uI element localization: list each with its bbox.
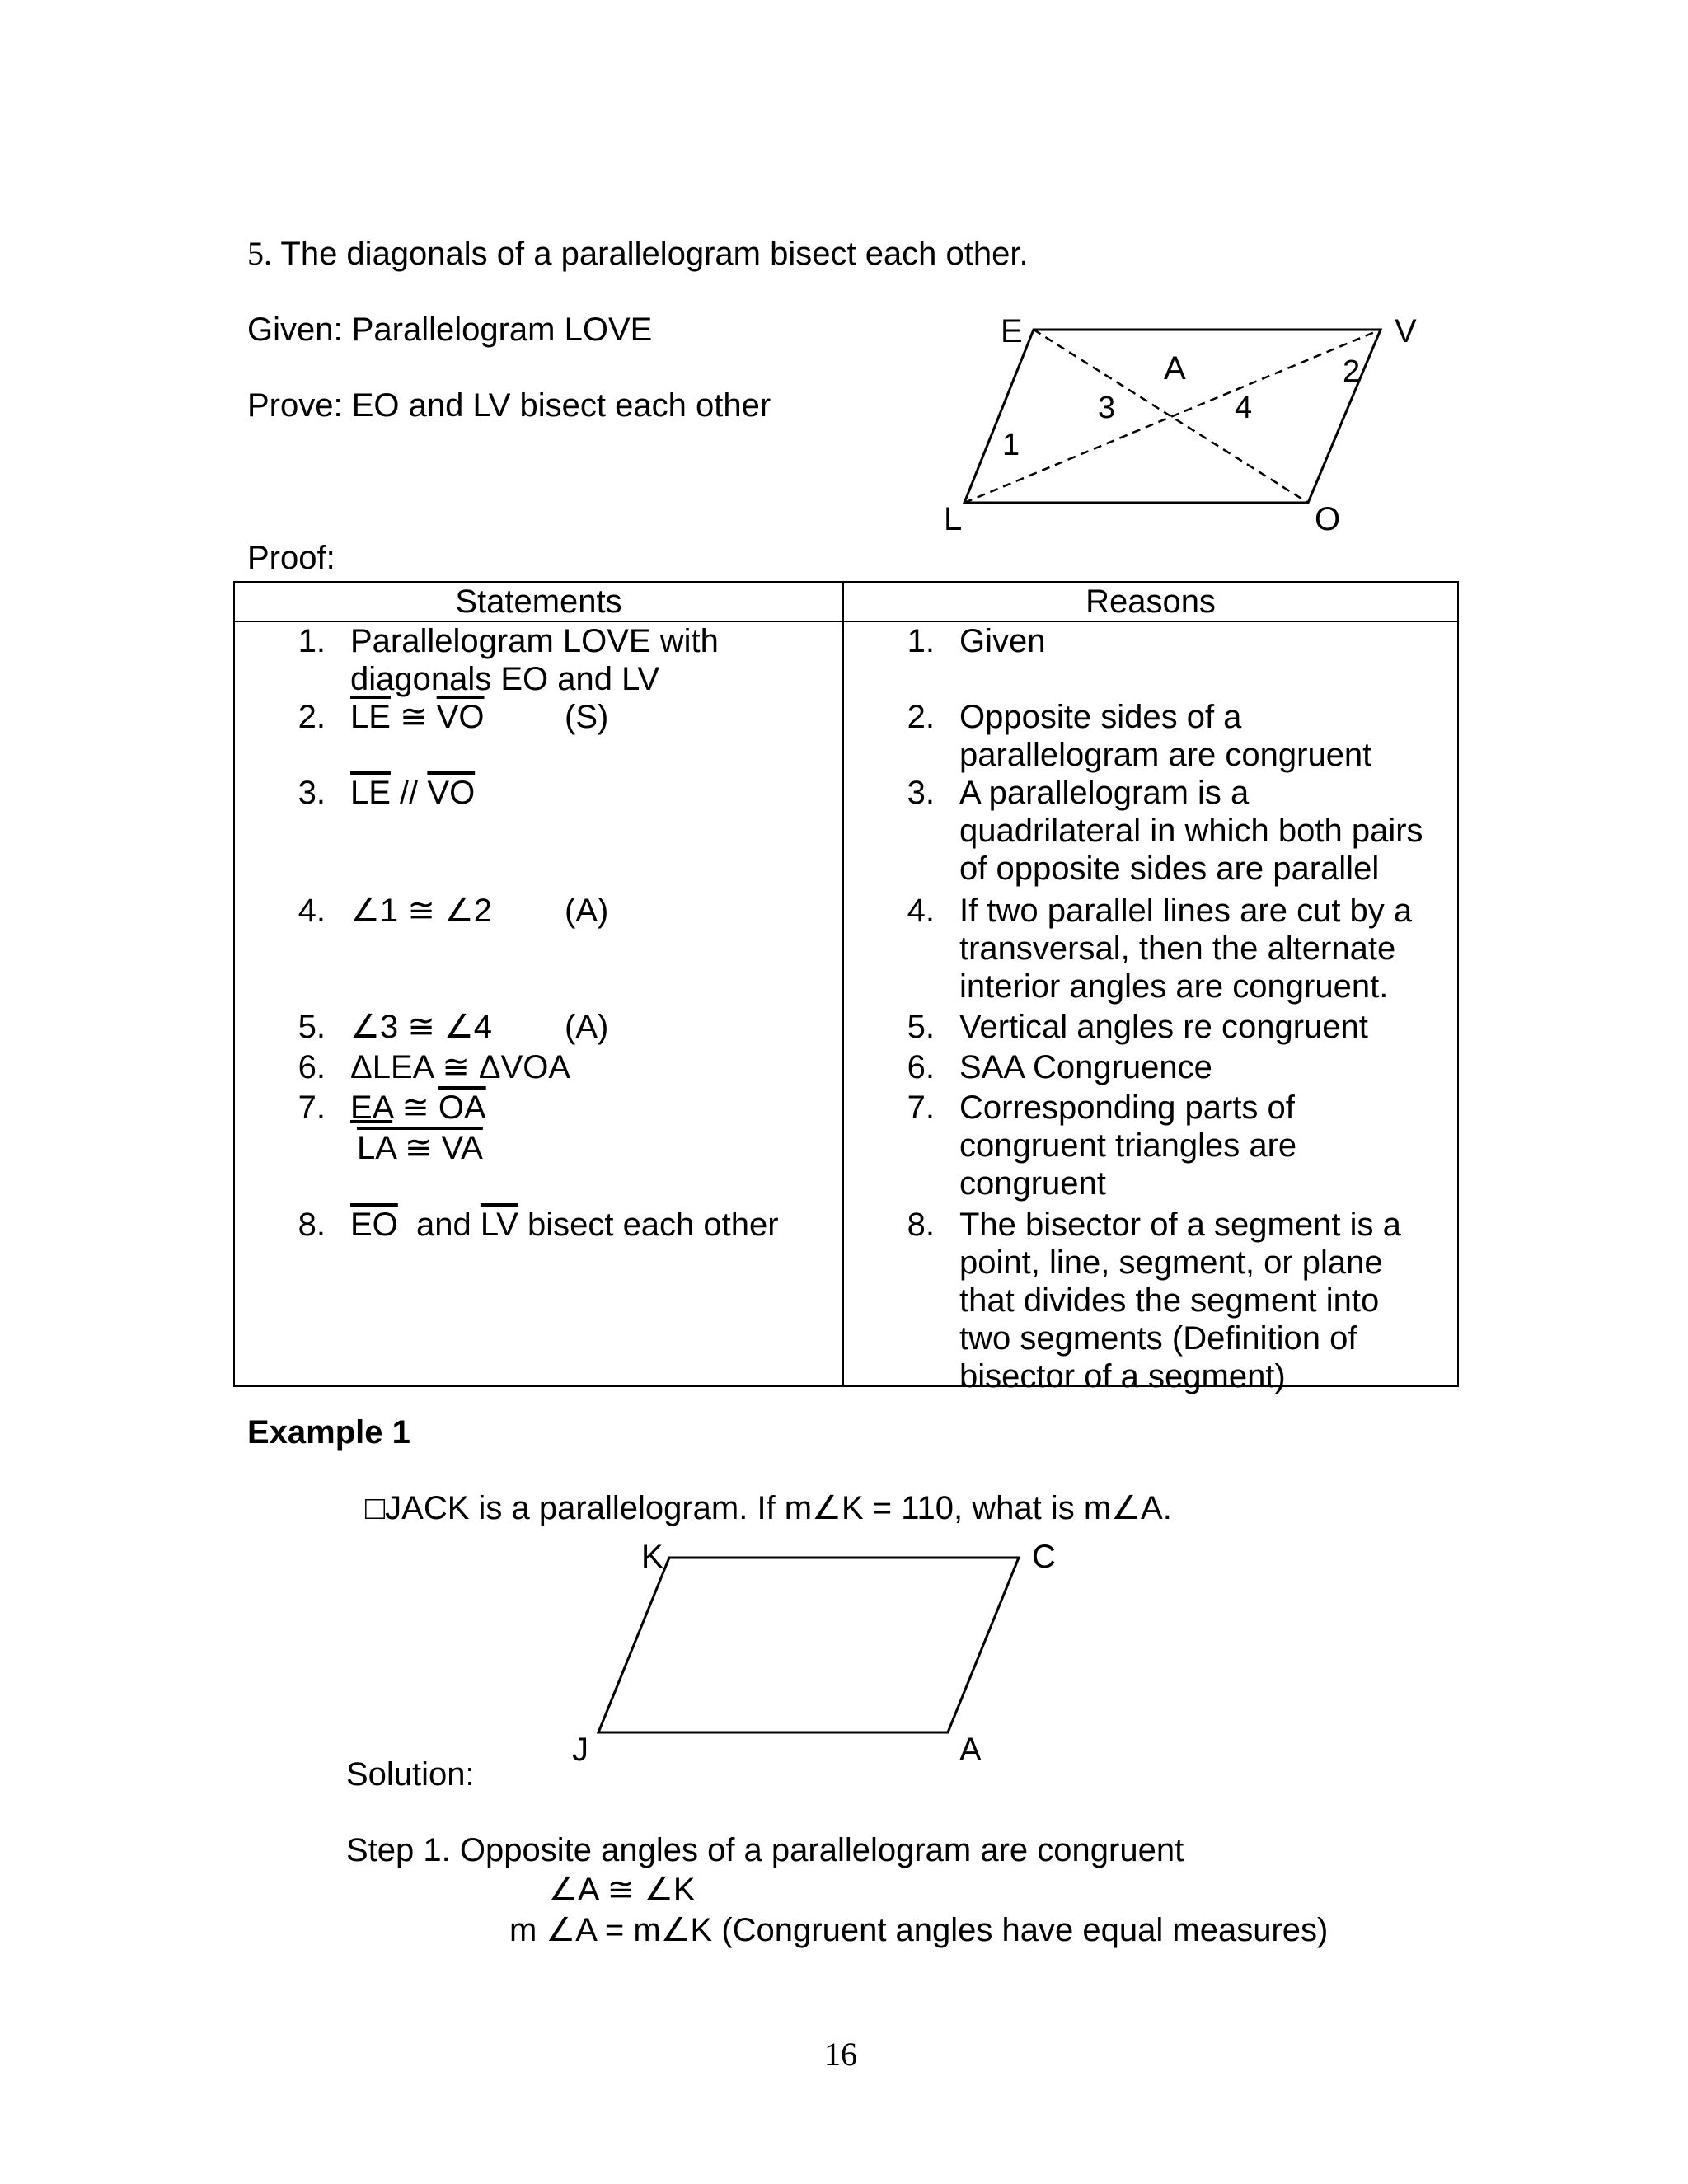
problem-number: 5. — [247, 235, 272, 272]
statements-column: 1. Parallelogram LOVE with diagonals EO and LV 2. $\overline{LE}$ ≅ $\overline{VO}$ (S) 3. $\overline{LE} // \overline{VO}$ 4. ∠1 ≅ ∠2 (A) 5. ∠3 ≅ ∠4 (A) 6. ΔLEA ≅ ΔVOA 7. EA ≅ $\overline{OA}$ LA ≅ VA 8. $\overline{EO}$ and $\overline{LV}$ bisect each other — [234, 621, 843, 1386]
reasons-column: 1. Given 2. Opposite sides of a parallelogram are congruent 3. A parallelogram is a quadrilateral in which both pairs of opposite sides are parallel 4. If two parallel lines are cut by a transversal, then the alternate interior angles are congruent. 5. Vertical angles re congruent 6. SAA Congruence 7. Corresponding parts of congruent triangles are congruent 8. The bisector of a segment is a point, line, segment, or plane that divides the segment into two segments (Definition of bisector of a segment) — [843, 621, 1458, 1386]
parallelogram-love-figure — [940, 305, 1451, 544]
label-a: A — [1164, 350, 1186, 387]
prove-line: Prove: EO and LV bisect each other — [247, 387, 771, 424]
given-line: Given: Parallelogram LOVE — [247, 312, 653, 348]
step-1-measure: m ∠A = m∠K (Congruent angles have equal measures) — [509, 1912, 1329, 1948]
label-a-vertex: A — [959, 1732, 982, 1764]
solution-label: Solution: — [346, 1756, 475, 1793]
angle-label-1: 1 — [1002, 428, 1020, 462]
step-1-equation: ∠A ≅ ∠K — [548, 1872, 696, 1908]
parallelogram-jack-figure — [560, 1533, 1096, 1764]
statements-header: Statements — [234, 582, 843, 621]
problem-statement: The diagonals of a parallelogram bisect each other. — [280, 236, 1029, 272]
angle-label-2: 2 — [1343, 354, 1361, 389]
proof-table — [233, 581, 1459, 1394]
label-v: V — [1395, 313, 1417, 349]
angle-label-4: 4 — [1235, 391, 1253, 425]
problem-title — [247, 235, 1029, 273]
label-e: E — [1001, 313, 1023, 349]
label-l: L — [944, 501, 963, 537]
parallelogram-jack-outline — [598, 1558, 1019, 1732]
label-k: K — [641, 1539, 663, 1575]
label-c: C — [1032, 1539, 1056, 1575]
label-o: O — [1315, 501, 1341, 537]
proof-label: Proof: — [247, 540, 335, 576]
example-heading: Example 1 — [247, 1414, 410, 1451]
label-j: J — [572, 1732, 588, 1764]
page-number: 16 — [824, 2036, 857, 2073]
example-question: □JACK is a parallelogram. If m∠K = 110, what is m∠A. — [365, 1490, 1172, 1526]
step-1: Step 1. Opposite angles of a parallelogram are congruent — [346, 1832, 1184, 1868]
angle-label-3: 3 — [1098, 391, 1116, 425]
reasons-header: Reasons — [843, 582, 1458, 621]
